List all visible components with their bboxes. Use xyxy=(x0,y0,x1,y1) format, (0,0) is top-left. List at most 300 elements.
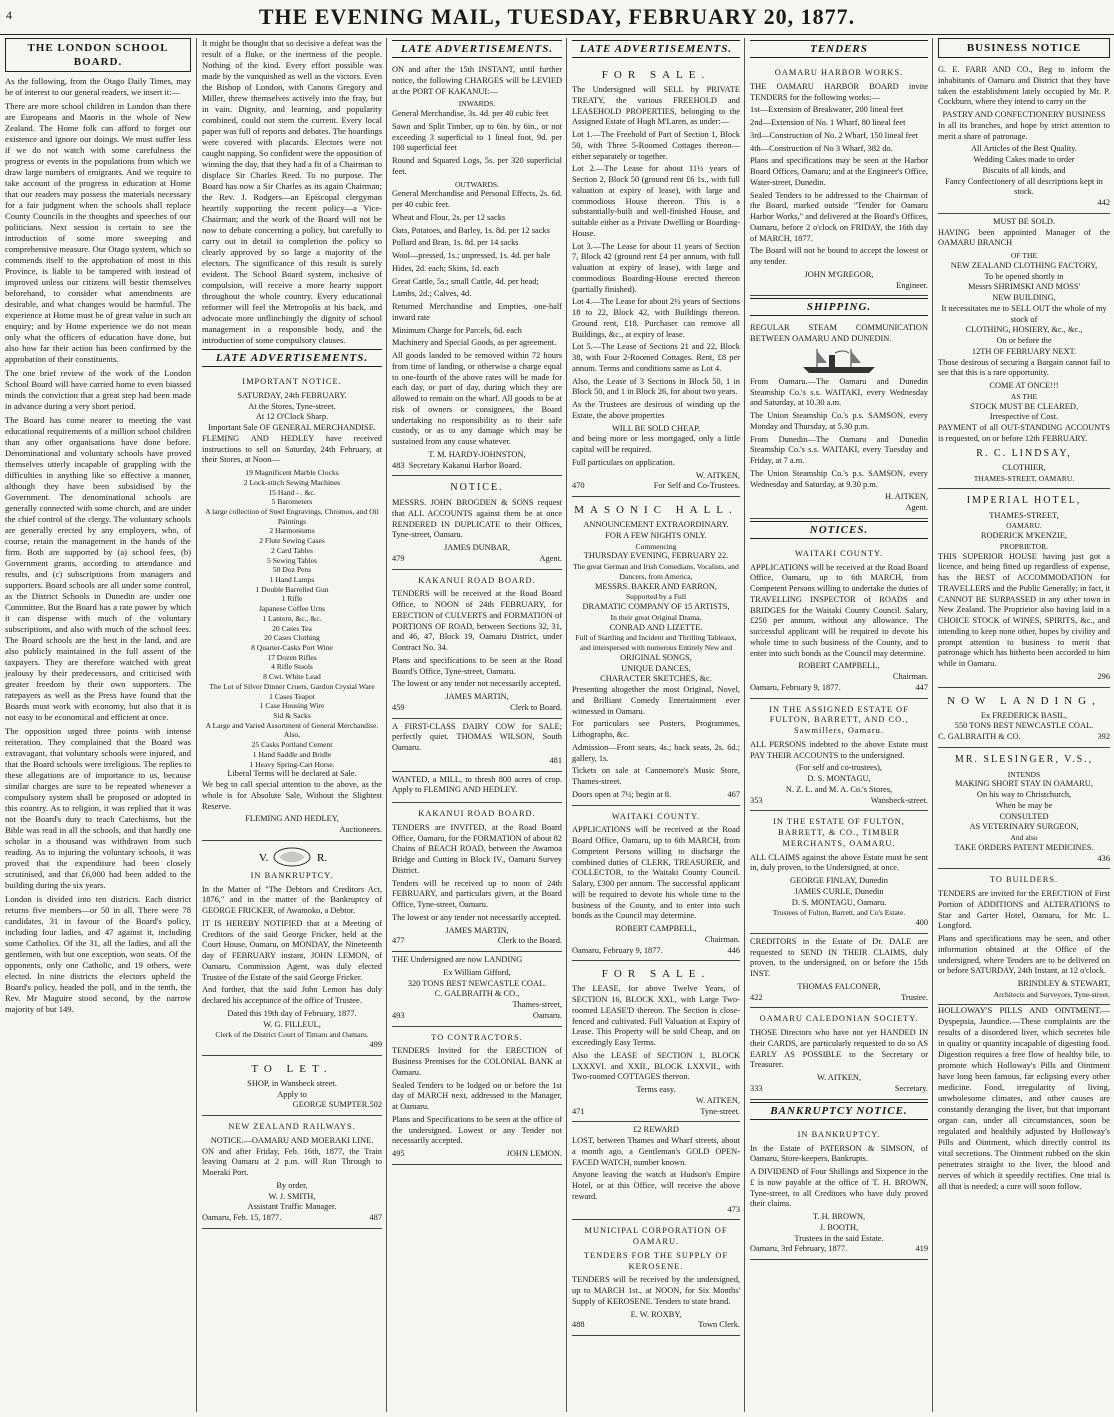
charge-line: Wool—pressed, 1s.; unpressed, 1s. 4d. per bale xyxy=(392,251,551,261)
sale-items xyxy=(202,468,382,769)
ad-heading: OAMARU CALEDONIAN SOCIETY. xyxy=(759,1014,919,1024)
signer-name: W. AITKEN, xyxy=(816,1073,862,1083)
charge-line: Oats, Potatoes, and Barley, 1s. 8d. per 12 sacks xyxy=(392,225,550,235)
sale-terms: Liberal Terms will be declared at Sale. xyxy=(227,769,357,779)
charge-line: Hides, 2d. each; Skins, 1d. each xyxy=(392,263,499,273)
signer-role: Town Clerk. xyxy=(698,1320,740,1330)
ad-body: And further, that the said John Lemon has duly declared his acceptance of the office of Trustee. xyxy=(202,985,382,1006)
sale-item: 5 Sewing Tables xyxy=(267,555,317,565)
for-sale-ad xyxy=(572,961,740,1122)
ad-heading: NOTICE. xyxy=(450,482,504,494)
lot-line: Lot 4.—The Lease for about 2½ years of Sections 18 to 22, Block 42, with Buildings thereon. Ground rent, £18. Purchaser can remove all Buildings, &c., at expiry of lease. xyxy=(572,297,740,339)
ad-body: CREDITORS in the Estate of Dr. DALE are requested to SEND IN THEIR CLAIMS, duly proven, to the undersigned, on or before the 15th INST. xyxy=(750,936,928,979)
firm-role: Architects and Surveyors, Tyne-street. xyxy=(993,989,1110,999)
charge-line: Pollard and Bran, 1s. 8d. per 14 sacks xyxy=(392,238,519,248)
ad-body: Doors open at 7½; begin at 8. xyxy=(572,789,672,799)
confectionery-ad xyxy=(938,62,1110,214)
ad-body: ON and after the 15th INSTANT, until further notice, the following CHARGES will be LEVIED at the PORT OF KAKANUI:— xyxy=(392,65,562,96)
ad-line: INTENDS xyxy=(1007,769,1041,779)
column-6 xyxy=(932,38,1114,1412)
signer-name: E. W. ROXBY, xyxy=(630,1309,682,1319)
sale-item: 8 Quarter-Casks Port Wine xyxy=(251,643,333,653)
sale-item: 20 Cases Tea xyxy=(272,623,312,633)
coal-amount: 320 TONS BEST NEWCASTLE COAL. xyxy=(407,978,547,988)
holloway-ad: HOLLOWAY'S PILLS AND OINTMENT.—Dyspepsia, Jaundice.—These complaints are the results of a disordered liver, which secretes bile in quality or quantity incapable of digesting food. Digestion requires a free flow of healthy bile, to promote which Holloway's Pills and Ointment have long been famous, far eclipsing every other medicine. Food, irregularity of living, unwholesome climates, and other causes are constantly deranging the liver, but that important organ can, under all circumstances, soon be regulated and healthily adjusted by Holloway's Pills and Ointment, which directly control its vital secretions. The Ointment rubbed on the skin penetrates straight to the liver, the blood and nerves of which it speedily rectifies. One trial is all that is needed; a cure will soon follow. xyxy=(938,1004,1110,1191)
ad-sub: Important Sale OF GENERAL MERCHANDISE. xyxy=(208,423,376,433)
ship-name: Ex FREDERICK BASIL, xyxy=(980,710,1068,720)
lot-line: Also, the Lease of 3 Sections in Block 50, 1 in Block 50, and 1 in Block 26, for about two years. xyxy=(572,376,740,397)
ad-number: 499 xyxy=(369,1040,382,1050)
ad-sub: OUTWARDS. xyxy=(454,179,500,189)
sale-item: 1 Rifle xyxy=(281,594,303,604)
ad-body: In all its branches, and hope by strict attention to merit a share of patronage. xyxy=(938,120,1110,141)
ship-name: Ex William Gifford, xyxy=(443,967,511,977)
signer-name: THOMAS FALCONER, xyxy=(797,981,881,991)
ad-body: WANTED, a MILL, to thresh 800 acres of crop. Apply to FLEMING AND HEDLEY. xyxy=(392,774,562,795)
firm-name: BRINDLEY & STEWART, xyxy=(1017,979,1110,989)
builders-ad xyxy=(938,869,1110,1004)
column-2 xyxy=(196,38,387,1412)
to-let-ad xyxy=(202,1056,382,1116)
ad-apply: Apply to xyxy=(277,1089,307,1099)
ad-heading: TO LET. xyxy=(251,1062,333,1075)
ad-line: Messrs SHRIMSKI AND MOSS' xyxy=(967,282,1081,292)
ad-sub: NOTICE.—OAMARU AND MOERAKI LINE. xyxy=(210,1135,374,1145)
ad-body: Sealed Tenders to be addressed to the Chairman of the Board, marked outside "Tender for Oamaru Harbor Works," and delivered at the Board's Offices, Oamaru, before 2 o'clock on FRIDAY, the 16th day of MARCH, 1877. xyxy=(750,190,928,243)
signer-name: ROBERT CAMPBELL, xyxy=(798,661,880,671)
ad-date: Oamaru, Feb. 15, 1877. xyxy=(202,1213,282,1223)
ad-line: To be opened shortly in xyxy=(984,271,1064,281)
road-board-ad xyxy=(392,570,562,719)
ad-number: 447 xyxy=(915,682,928,692)
ad-body: MESSRS. JOHN BROGDEN & SONS request that ALL ACCOUNTS against them be at once RENDERED IN DUPLICATE to their Offices, Tyne-street, Oamaru. xyxy=(392,498,562,540)
ad-body: G. E. FARR AND CO., Beg to inform the inhabitants of Oamaru and District that they have taken the establishment lately occupied by Mr. P. Cockburn, where they intend to carry on the xyxy=(938,65,1110,107)
section-heading: SHIPPING. xyxy=(750,298,928,316)
masthead xyxy=(0,0,1114,35)
ad-sub: INWARDS. xyxy=(458,99,496,109)
ad-heading: MUNICIPAL CORPORATION OF OAMARU. xyxy=(584,1226,728,1247)
ad-body: FLEMING AND HEDLEY have received instructions to sell on Saturday, 24th February, at their Stores, at Noon— xyxy=(202,433,382,465)
column-1 xyxy=(0,38,196,1412)
signer-name: JAMES DUNBAR, xyxy=(443,543,511,553)
signer-name: JAMES MARTIN, xyxy=(445,692,509,702)
sale-item: Japanese Coffee Urns xyxy=(258,604,326,614)
ad-feature: ORIGINAL SONGS, xyxy=(620,652,692,662)
ad-terms: Terms easy. xyxy=(636,1085,676,1095)
clothier-name: R. C. LINDSAY, xyxy=(976,447,1072,459)
ad-body: TENDERS Invited for the ERECTION of Business Premises for the COLONIAL BANK at Oamaru. xyxy=(392,1046,562,1077)
company: DRAMATIC COMPANY OF 15 ARTISTS, xyxy=(582,602,730,612)
signer-name: JOHN M'GREGOR, xyxy=(804,269,874,279)
ad-note: All goods landed to be removed within 72 hours from time of landing, or otherwise a charge equal to one-fourth of the above rates will be made for each day, or part of day, during which they are allowed to remain on the wharf. All goods to be at risk of owners or consignees, the Board undertaking no responsibility as to their safe custody, or as to any damage which may be sustained from any cause whatever. xyxy=(392,351,562,447)
signer-role: Chairman. xyxy=(892,672,928,682)
ad-number: 400 xyxy=(915,918,928,928)
ad-body: Plans and Specifications to be seen at the office of the undersigned. Lowest or any Tender not necessarily accepted. xyxy=(392,1114,562,1146)
ad-body: THE Undersigned are now LANDING xyxy=(392,955,523,965)
signer-role: Assistant Traffic Manager. xyxy=(247,1202,337,1212)
charge-line: Sawn and Split Timber, up to 6in. by 6in., or not exceeding 3 superficial to 1 lineal foot, 9d. per 100 superficial feet xyxy=(392,121,562,153)
charge-line: Machinery and Special Goods, as per agreement. xyxy=(392,338,557,348)
firm-street: Thames-street, xyxy=(512,1000,562,1010)
signer-role: For Self and Co-Trustees. xyxy=(653,481,740,491)
sale-item: 25 Casks Portland Cement xyxy=(251,740,333,750)
coal-amount: 550 TONS BEST NEWCASTLE COAL. xyxy=(954,721,1094,731)
ad-body: In their great Original Drama, xyxy=(610,612,702,622)
ad-number: 483 xyxy=(392,460,405,470)
sale-item: 1 Hand Saddle and Bridle xyxy=(252,749,332,759)
ad-body: Plans and specifications to be seen at the Road Board's Office, Tyne-street, Oamaru. xyxy=(392,655,562,676)
svg-text:V.: V. xyxy=(259,851,269,864)
newspaper-title: THE EVENING MAIL, TUESDAY, FEBRUARY 20, 1877. xyxy=(258,4,856,29)
railway-ad xyxy=(202,1116,382,1229)
sailing-line: The Union Steamship Co.'s p.s. SAMSON, every Monday and Thursday, at 5.30 p.m. xyxy=(750,411,928,431)
ad-body: The great German and Irish Comedians, Vocalists, and Dancers, from America, xyxy=(573,562,739,581)
works-item: 1st—Extension of Breakwater, 200 lineal feet xyxy=(750,105,904,115)
charge-line: Returned Merchandise and Empties, one-half inward rate xyxy=(392,302,562,322)
ad-body: TENDERS are INVITED, at the Road Board Office, Oamaru, for the FORMATION of about 82 Chains of BEACH ROAD, between the Awamoa Bridge and Cutting in Block IV., Oamaru Survey District. xyxy=(392,822,562,875)
ad-line: On his way to Christchurch, xyxy=(976,790,1072,800)
ad-heading: MUST BE SOLD. xyxy=(993,216,1055,226)
svg-text:R.: R. xyxy=(317,851,327,864)
sailing-line: From Oamaru.—The Oamaru and Dunedin Steamship Co.'s s.s. WAITAKI, every Wednesday and Saturday, at 10.30 a.m. xyxy=(750,376,928,408)
lot-line: Lot 3.—The Lease for about 11 years of Section 7, Block 42 (ground rent £4 per annum, with full valuation at expiry of lease), with large and commodious Boarding-House erected thereon (partially finished). xyxy=(572,241,740,294)
signer-role: Agent. xyxy=(539,553,562,563)
ad-body: The Undersigned will SELL by PRIVATE TREATY, the various FREEHOLD and LEASEHOLD PROPERTIES, belonging to the Assigned Estate of Hugh M'Laren, as under:— xyxy=(572,85,740,127)
section-heading: LATE ADVERTISEMENTS. xyxy=(572,40,740,58)
ad-line: It necessitates me to SELL OUT the whole of my stock of xyxy=(941,303,1107,324)
ad-sub: Commencing xyxy=(635,541,677,551)
ad-date: Dated this 19th day of February, 1877. xyxy=(227,1008,357,1018)
signer-role: Engineer. xyxy=(896,280,928,290)
ad-date: Oamaru, February 9, 1877. xyxy=(750,682,841,692)
clothing-sale-ad xyxy=(938,214,1110,489)
ad-body: REGULAR STEAM COMMUNICATION BETWEEN OAMARU AND DUNEDIN. xyxy=(750,323,928,344)
ad-body: ALL PERSONS indebted to the above Estate must PAY THEIR ACCOUNTS to the undersigned. xyxy=(750,739,928,760)
estate-ad xyxy=(750,811,928,933)
ad-number: 459 xyxy=(392,702,405,712)
ad-line: Irrespective of Cost. xyxy=(989,412,1059,422)
ad-heading: NEW ZEALAND RAILWAYS. xyxy=(228,1122,356,1132)
ad-emphasis: WILL BE SOLD CHEAP, xyxy=(611,423,701,433)
ad-number: 419 xyxy=(915,1244,928,1254)
notice-ad xyxy=(392,476,562,569)
sale-item: 2 Lock-stitch Sewing Machines xyxy=(243,477,341,487)
auction-ad xyxy=(202,371,382,841)
trustee-name: JAMES CURLE, Dunedin xyxy=(794,886,884,896)
ad-heading: IN BANKRUPTCY. xyxy=(797,1129,881,1139)
lot-line: Lot 5.—The Lease of Sections 21 and 22, Block 38, with Four 2-Roomed Cottages. Rent, £8 per annum. Terms and conditions same as Lot 4. xyxy=(572,342,740,373)
ad-heading: IMPORTANT NOTICE. xyxy=(242,377,342,387)
signer-name: T. M. HARDY-JOHNSTON, xyxy=(428,449,526,459)
ad-heading: TO CONTRACTORS. xyxy=(431,1032,523,1042)
ad-line: Wedding Cakes made to order xyxy=(973,155,1075,165)
royal-arms-icon xyxy=(257,846,327,868)
ad-body: Admission—Front seats, 4s.; back seats, 2s. 6d.; gallery, 1s. xyxy=(572,742,740,763)
proprietor-role: PROPRIETOR. xyxy=(999,541,1049,551)
ad-body: The Board will not be bound to accept the lowest or any tender. xyxy=(750,246,928,267)
trustee-name: GEORGE FINLAY, Dunedin xyxy=(790,876,888,886)
bankruptcy-notice-ad xyxy=(750,1124,928,1260)
ad-body: A DIVIDEND of Four Shillings and Sixpence in the £ is now payable at the office of T. H. BROWN, Tyne-street, to all Creditors who have duly proved their claims. xyxy=(750,1167,928,1209)
ad-sub: (For self and co-trustees), xyxy=(795,763,883,773)
ad-number: 471 xyxy=(572,1106,585,1116)
ad-body: ALL CLAIMS against the above Estate must be sent in, duly proven, to the Undersigned, at once. xyxy=(750,852,928,873)
ad-body: Presenting altogether the most Original, Novel, and Brilliant Comedy Entertainment ever witnessed in Oamaru. xyxy=(572,685,740,716)
section-heading: LATE ADVERTISEMENTS. xyxy=(202,349,382,367)
ad-date: Oamaru, 3rd February, 1877. xyxy=(750,1244,848,1254)
sale-item: 1 Lantern, &c., &c. xyxy=(262,613,322,623)
ad-body: Full particulars on application. xyxy=(572,457,675,467)
ad-number: 488 xyxy=(572,1320,585,1330)
article-para: The opposition urged three points with intense reiteration. They complained that the Board was extravagant, that voluntary schools were injured, and that the Board schools were irreligious. The replies to these allegations are of importance to us, because similar charges are sure to be repeated whenever a compulsory system shall be proposed or adopted in this country. As to religion, it was replied that it was not the Board's duty to teach Catechisms, but the Bible was read in all the schools, and that hardly one scholar in a thousand was withdrawn from such reading. As to injuring the voluntary schools, it was proved that the expenditure had been closely scrutinised, and that £6,000 had been added to the building during the six years. xyxy=(5,726,191,891)
ad-body: For particulars see Posters, Programmes, Lithographs, &c. xyxy=(572,719,740,740)
ad-sub: TENDERS FOR THE SUPPLY OF KEROSENE. xyxy=(583,1250,729,1271)
signer-name: ROBERT CAMPBELL, xyxy=(615,924,697,934)
sale-note: We beg to call special attention to the above, as the whole is for Absolute Sale, Without the Slightest Reserve. xyxy=(202,780,382,811)
waitaki-county-ad xyxy=(750,543,928,699)
section-heading: BANKRUPTCY NOTICE. xyxy=(750,1102,928,1120)
sale-item: 4 Rifle Stools xyxy=(271,662,313,672)
article-para: The one brief review of the work of the London School Board will have carried home to even biassed minds the conviction that a great step had been made in advance during a very short period. xyxy=(5,368,191,412)
hotel-name: IMPERIAL HOTEL, xyxy=(966,494,1082,506)
trustee-name: D. S. MONTAGU, Oamaru. xyxy=(791,897,887,907)
ad-heading: FOR SALE. xyxy=(601,69,711,82)
sale-item: 8 Cwt. White Lead xyxy=(263,672,321,682)
article-para: There are more school children in London than there are Europeans and Maoris in the whole of New Zealand. The Home folk can afford to forget our existence and ignore our doings. We must suffer less if we do not watch with some carefulness the progress or events in the populations from which we draw large numbers of emigrants. And we require to take account of the progress in education at Home that our readers may possess the materials necessary for a fair judgment when the schools shall replace County Councils in the thoughts and speeches of our politicians. Next session is certain to see the introduction of some more sweeping and comprehensive measure. Our Otago system, which so commends itself to the approbation of most in this Province, is liable to be tampered with instead of improved unless our citizens will bestir themselves beforehand, to consider what amendments are desirable, and what changes would be harmful. The experience at Home must be of great value in such an enquiry; and by Home experience we do not mean only what the officers of education have done, but also how far their action has been confirmed by the approbation of their constituents. xyxy=(5,101,191,365)
signer-role: Secretary. xyxy=(894,1083,928,1093)
ad-body: Anyone leaving the watch at Hudson's Empire Hotel, or at this Office, will receive the above reward. xyxy=(572,1170,740,1201)
column-3 xyxy=(386,38,567,1412)
sale-item: The Lot of Silver Dinner Cruets, Gardon Crystal Ware xyxy=(209,681,375,691)
ad-body: The LEASE, for above Twelve Years, of SECTION 16, BLOCK XXI., with Large Two-roomed LEASE'D thereon. The Section is close-fenced and cultivated. Full Valuation at Expiry of Lease. This Property will be sold Cheap, and on exceedingly Easy Terms. xyxy=(572,984,740,1048)
signer-name: W. AITKEN, xyxy=(695,1095,740,1105)
sale-item: 5 Barometers xyxy=(271,497,313,507)
page-number: 4 xyxy=(6,8,12,22)
ad-line: NEW ZEALAND CLOTHING FACTORY, xyxy=(950,260,1098,270)
ad-heading: NOW LANDING, xyxy=(947,694,1101,707)
sale-item: 17 Dozen Rifles xyxy=(267,652,317,662)
ad-body: Supported by a Full xyxy=(625,592,687,602)
ad-body: APPLICATIONS will be received at the Road Board Office, Oamaru, up to 6th MARCH, from Competent Persons willing to undertake the duties of TRAVELLING INSPECTOR of ROADS and BRIDGES for the Waitaki County Council. Salary, £250 per annum, without any allowance. The successful applicant will be required to devote his whole time to such business of the County, and to enter into such bonds as the Council may determine. xyxy=(750,562,928,658)
road-board-ad xyxy=(392,803,562,952)
section-heading: TENDERS xyxy=(750,40,928,58)
ad-body: TENDERS will be received by the undersigned, up to MARCH 1st., at NOON, for Six Months' Supply of KEROSENE. Tenders to state brand. xyxy=(572,1275,740,1306)
sale-item: 50 Doz Pens xyxy=(272,565,312,575)
ad-line: OF THE xyxy=(1010,251,1038,261)
ad-number: 446 xyxy=(727,945,740,955)
ad-number: 470 xyxy=(572,481,585,491)
charge-line: General Merchandise and Personal Effects, 2s. 6d. per 40 cubic feet. xyxy=(392,189,562,210)
sale-item: 1 Heavy Spring-Cart Horse. xyxy=(249,759,335,769)
charge-line: Lambs, 2d.; Calves, 4d. xyxy=(392,289,472,299)
ad-number: 487 xyxy=(369,1213,382,1223)
signer-role: Agent. xyxy=(905,503,928,513)
ad-line: AS VETERINARY SURGEON, xyxy=(969,822,1079,832)
sailing-line: From Dunedin—The Oamaru and Dunedin Steamship Co.'s s.s. WAITAKI, every Tuesday and Friday, at 7 a.m. xyxy=(750,434,928,466)
mill-wanted-ad xyxy=(392,772,562,804)
ad-place: At the Stores, Tyne-street. xyxy=(248,401,336,411)
ad-body: THIS SUPERIOR HOUSE having just got a licence, and being fitted up regardless of expense, has the BEST of ACCOMMODATION for TRAVELLERS and the Public Generally; in fact, it CANNOT BE SURPASSED in any other town in New Zealand. The Proprietor also having laid in a CHOICE STOCK of WINES, SPIRITS, &c., and intending to keep none other, hopes by civility and prompt attention to business to merit that patronage which has hitherto been accorded to him while in Oamaru. xyxy=(938,551,1110,669)
ad-heading: KAKANUI ROAD BOARD. xyxy=(418,575,536,585)
ad-number: 502 xyxy=(369,1100,382,1110)
coal-landing-ad xyxy=(938,688,1110,748)
ad-number: 479 xyxy=(392,553,405,563)
sale-item: 2 Flute Sewing Cases xyxy=(259,536,325,546)
ad-line: CONSULTED xyxy=(999,811,1049,821)
signer-name: W. J. SMITH, xyxy=(268,1191,316,1201)
sale-also: Also, xyxy=(283,730,301,740)
column-4 xyxy=(566,38,745,1412)
ad-heading: FOR SALE. xyxy=(601,968,711,981)
reward-ad xyxy=(572,1122,740,1220)
ad-heading: OAMARU HARBOR WORKS. xyxy=(774,68,904,78)
performer-names: MESSRS. BAKER AND FARRON, xyxy=(594,581,717,591)
ad-body: Also the LEASE of SECTION 1, BLOCK LXXXVI. and XXII., BLOCK LXXVII., with Two-roomed COTTAGES thereon. xyxy=(572,1050,740,1082)
ad-body: Tenders will be received up to noon of 24th FEBRUARY, and particulars given, at the Board Office, Tyne-street, Oamaru. xyxy=(392,878,562,910)
contractors-ad xyxy=(392,1027,562,1165)
ad-line: CLOTHING, HOSIERY, &c., &c., xyxy=(965,325,1083,335)
estate-ad xyxy=(750,699,928,812)
ad-line: Biscuits of all kinds, and xyxy=(982,165,1066,175)
signer-name: JAMES MARTIN, xyxy=(445,925,509,935)
clothier-street: THAMES-STREET, OAMARU. xyxy=(973,474,1075,484)
lot-line: Lot 1.—The Freehold of Part of Section 1, Block 50, with Three 5-Roomed Cottages thereon—either separately or together. xyxy=(572,130,740,161)
ad-number: 392 xyxy=(1097,732,1110,742)
ad-number: 481 xyxy=(549,755,562,765)
ad-body: Plans and specifications may be seen, and other information obtained at the Office of the undersigned, where Tenders are to be delivered on or before SATURDAY, 24th Instant, at 12 o'clock. xyxy=(938,934,1110,976)
ad-body: THE OAMARU HARBOR BOARD invite TENDERS for the following works:— xyxy=(750,81,928,102)
ad-line: COME AT ONCE!!! xyxy=(989,381,1059,391)
masonic-hall-ad xyxy=(572,497,740,805)
section-heading: LATE ADVERTISEMENTS. xyxy=(392,40,562,58)
ad-body: Sealed Tenders to be lodged on or before the 1st day of MARCH next, addressed to the Manager, at Oamaru. xyxy=(392,1080,562,1112)
dairy-cow-ad xyxy=(392,719,562,772)
ad-body: In the Matter of "The Debtors and Creditors Act, 1876," and in the matter of the Bankruptcy of GEORGE FRICKER, of Awamoko, a Debtor. xyxy=(202,884,382,916)
firm-street: Wansbeck-street. xyxy=(870,795,928,805)
trustee-name: T. H. BROWN, xyxy=(812,1212,866,1222)
ad-body: In the Estate of PATERSON & SIMSON, of Oamaru, Store-keepers, Bankrupts. xyxy=(750,1143,928,1164)
caledonian-ad xyxy=(750,1008,928,1099)
vet-name: MR. SLESINGER, V.S., xyxy=(954,753,1094,765)
charge-line: Great Cattle, 5s.; small Cattle, 4d. per head; xyxy=(392,276,539,286)
signer-role: Clerk to Board. xyxy=(510,702,562,712)
signer-name: H. AITKEN, xyxy=(884,492,928,502)
sale-item: A large collection of Steel Engravings, Chromos, and Oil Paintings xyxy=(205,506,379,526)
ad-number: 495 xyxy=(392,1149,405,1159)
ad-feature: UNIQUE DANCES, xyxy=(621,663,691,673)
section-heading: BUSINESS NOTICE xyxy=(938,38,1110,58)
ad-number: 477 xyxy=(392,936,405,946)
ad-heading: MASONIC HALL. xyxy=(574,504,738,517)
harbor-works-ad xyxy=(750,62,928,296)
ad-body: and being more or less mortgaged, only a little capital will be required. xyxy=(572,434,740,455)
ad-line: STOCK MUST BE CLEARED, xyxy=(969,401,1079,411)
ad-body: APPLICATIONS will be received at the Road Board Office, Oamaru, up to 6th MARCH, from Competent Persons willing to discharge the combined duties of CLERK, TREASURER, and COLLECTOR, to the Waitaki County Council. Salary, £300 per annum. The successful applicant will be required to devote his whole time to the business of the County, and to enter into such bonds as the Council may determine. xyxy=(572,825,740,921)
article-para: The Board has come nearer to meeting the vast educational requirements of a million school children than any other organisations have done before. Denominational and voluntary schools have proved themselves utterly incapable of grappling with the difficulties in anything like so effective a manner, although they have been subsidised by the Government. The denominational schools are generally connected with some church, and are under the chief control of the clergy. The voluntary schools are generally erected by any employers, who, of course, retain the management in the hands of the firm. Both are supported by (a) school fees, (b) Government grants, according to attendance and results, and (c) subscriptions from managers and supporters. Board schools are all under some control, as the District Schools in Dunedin are under one Committee. But the Board has a rate power by which it can dispense with much of the voluntary subscriptions, and also with much of the school fees. The Board schools are the best in the land, and are also publicly maintained in the full assent of the taxpayers. They are therefore watched with great jealousy by their predecessors, and criticised with greater freedom by their own supporters. The ratepayers as well as the Press have found that the Boards must work with economy, but also that it is not easy to be economical and efficient at once. xyxy=(5,415,191,723)
ad-body: ON and after Friday, Feb. 16th, 1877, the Train leaving Oamaru at 2 p.m. will Run Through to Moeraki Port. xyxy=(202,1146,382,1178)
ad-number: 442 xyxy=(1097,198,1110,208)
signer-role: Clerk of the District Court of Timaru and Oamaru. xyxy=(215,1030,369,1040)
charge-line: Wheat and Flour, 2s. per 12 sacks xyxy=(392,212,506,222)
signer-role: Trustee. xyxy=(901,992,928,1002)
ad-date: THURSDAY EVENING, FEBRUARY 22. xyxy=(583,551,729,561)
section-heading: NOTICES. xyxy=(750,521,928,539)
signer-role: Trustees in the said Estate. xyxy=(794,1233,884,1243)
firm-name: C. GALBRAITH & CO., xyxy=(434,989,520,999)
article-para: London is divided into ten districts. Each district returns five members—or 50 in all. There were 78 candidates, 31 in favour of the Board's policy, including four ladies, and 47 against it, including some Catholics. Of the 31, all the ladies, and all the gentlemen, with but one exception, won seats. Of the opponents, only one Catholic, and 19 others, were elected. In nine districts the electors upheld the Board's policy, headed the poll, and in the tenth, the Rev. Mr Maguire stood second, by the narrow majority of but 149. xyxy=(5,894,191,1015)
proprietor-name: RODERICK M'KENZIE, xyxy=(980,531,1068,541)
sale-item: Sid & Sacks xyxy=(273,711,311,721)
ad-body: LOST, between Thames and Wharf streets, about a month ago, a Gentleman's GOLD OPEN-FACED WATCH, number known. xyxy=(572,1136,740,1167)
ad-line: On or before the xyxy=(996,336,1052,346)
lot-line: Lot 2.—The Lease for about 11½ years of Section 2, Block 50 (ground rent £6 1s., with full valuation at expiry of lease), with large and commodious House thereon. This is a substantially-built and well-finished House, and suitable either as a Private Dwelling or Boarding-House. xyxy=(572,164,740,238)
ad-heading: WAITAKI COUNTY. xyxy=(611,811,701,821)
ad-date: Oamaru, February 9, 1877. xyxy=(572,945,663,955)
creditors-ad xyxy=(750,934,928,1009)
ad-line: MAKING SHORT STAY IN OAMARU, xyxy=(955,779,1093,789)
sale-item: A Large and Varied Assortment of General Merchandise. xyxy=(205,720,379,730)
ad-number: 436 xyxy=(1097,853,1110,863)
ad-body: SHOP, in Wansbeck street. xyxy=(247,1078,337,1088)
ad-line: When he may be xyxy=(995,800,1053,810)
sale-item: 1 Double Barrelled Gun xyxy=(255,584,329,594)
article-para: As the following, from the Otago Daily Times, may be of interest to our general readers, we insert it:— xyxy=(5,76,191,98)
ad-by: By order, xyxy=(276,1180,308,1190)
ad-heading: IN THE ASSIGNED ESTATE OF FULTON, BARRETT, AND CO., Sawmillers, Oamaru. xyxy=(769,704,909,736)
ad-line: Fancy Confectionery of all descriptions kept in stock. xyxy=(945,176,1103,197)
bankruptcy-ad xyxy=(202,841,382,1056)
ad-feature: CHARACTER SKETCHES, &c. xyxy=(600,674,712,684)
article-continuation: It might be thought that so decisive a defeat was the result of a fluke, or the inertness of the people. Nothing of the kind. Every effort possible was made by the vanquished as well as the victors. Even the Bishop of London, with Canons Gregory and Miller, threw themselves actively into the fray, but in vain. Dignity, and learning, and popularity combined, could not stem the current. Every local paper was full of reports and debates. The hoardings were covered with placards. Electors were not caught napping. So confident were the opposition of winning the day, that they had a fit of a Chairman to displace Sir Charles Reed. To no purpose. The Board has now a Sir Charles as its again Chairman; the Rev. J. Rodgers—an Episcopal clergyman heartily supporting the recent policy—a Vice-Chairman; and the work of the Board will not be now to debate concerning a policy, but carefully to carry out in detail to completion the policy so clearly approved by so large a majority of the electors. The significance of this result is surely evident. The School Board system, inclusive of compulsion, will receive a more hearty support throughout the whole country. Every educational reformer will feel the Metropolis at his back, and advocate more unflinchingly the dignity of school management in a responsible body, and the introduction of some compulsory clauses. xyxy=(202,38,383,345)
firm-city: Oamaru. xyxy=(532,1010,562,1020)
charge-line: Minimum Charge for Parcels, 6d. each xyxy=(392,325,522,335)
shipping-ad xyxy=(750,320,928,519)
sale-item: 15 Hand - . &c. xyxy=(268,487,316,497)
ad-line: AS THE xyxy=(1010,391,1038,401)
ad-body: The lowest or any tender not necessarily accepted. xyxy=(392,679,561,689)
ad-body: IT IS HEREBY NOTIFIED that at a Meeting of Creditors of the said George Fricker, held at the Court House, Oamaru, on MONDAY, the Nineteenth day of FEBRUARY instant, JOHN LEMON, of Oamaru, Commission Agent, was duly elected Trustee of the Estate of the said George Fricker. xyxy=(202,918,382,982)
ad-number: 296 xyxy=(1097,671,1110,681)
signer-role: Secretary Kakanui Harbor Board. xyxy=(408,460,522,470)
ad-sub: ANNOUNCEMENT EXTRAORDINARY. xyxy=(583,520,729,530)
ad-body: Full of Startling and Incident and Thrilling Tableaux, and interspersed with numerous Entirely New and xyxy=(575,633,737,653)
signer-name: W. AITKEN, xyxy=(695,470,740,480)
ad-heading: IN THE ESTATE OF FULTON, BARRETT, & CO., TIMBER MERCHANTS, OAMARU. xyxy=(773,817,905,848)
auctioneer-role: Auctioneers. xyxy=(339,825,382,835)
ad-date: SATURDAY, 24th FEBRUARY. xyxy=(237,390,347,400)
article-heading: THE LONDON SCHOOL BOARD. xyxy=(5,38,191,72)
ad-number: 353 xyxy=(750,795,763,805)
steamship-icon xyxy=(799,347,879,375)
signer-role: Clerk to the Board. xyxy=(497,936,562,946)
coal-ad xyxy=(392,952,562,1027)
ad-body: TENDERS will be received at the Road Board Office, to NOON of 24th FEBRUARY, for ERECTION of CULVERTS and FORMATION of PORTIONS OF ROAD, between Sections 32, 31, and 46, 47, Block 19, Oamaru District, under Contract No. 34. xyxy=(392,589,562,653)
signer-name: JOHN LEMON. xyxy=(506,1149,562,1159)
signer-name: W. G. FILLEUL, xyxy=(263,1019,321,1029)
ad-body: The lowest or any tender not necessarily accepted. xyxy=(392,912,561,922)
ad-number: 333 xyxy=(750,1083,763,1093)
ad-time: At 12 O'Clock Sharp. xyxy=(255,412,329,422)
signer-role: Tyne-street. xyxy=(700,1106,740,1116)
ad-heading: KAKANUI ROAD BOARD. xyxy=(418,809,536,819)
firm-name: N. Z. L. and M. A. Co.'s Stores, xyxy=(785,784,893,794)
ad-heading: WAITAKI COUNTY. xyxy=(794,548,884,558)
ad-line: NEW BUILDING, xyxy=(992,293,1056,303)
ad-body: Tickets on sale at Cannemore's Music Store, Thames-street. xyxy=(572,766,740,787)
harbor-charges-ad xyxy=(392,62,562,476)
ad-number: 493 xyxy=(392,1010,405,1020)
ad-line: 12TH OF FEBRUARY NEXT. xyxy=(971,346,1077,356)
